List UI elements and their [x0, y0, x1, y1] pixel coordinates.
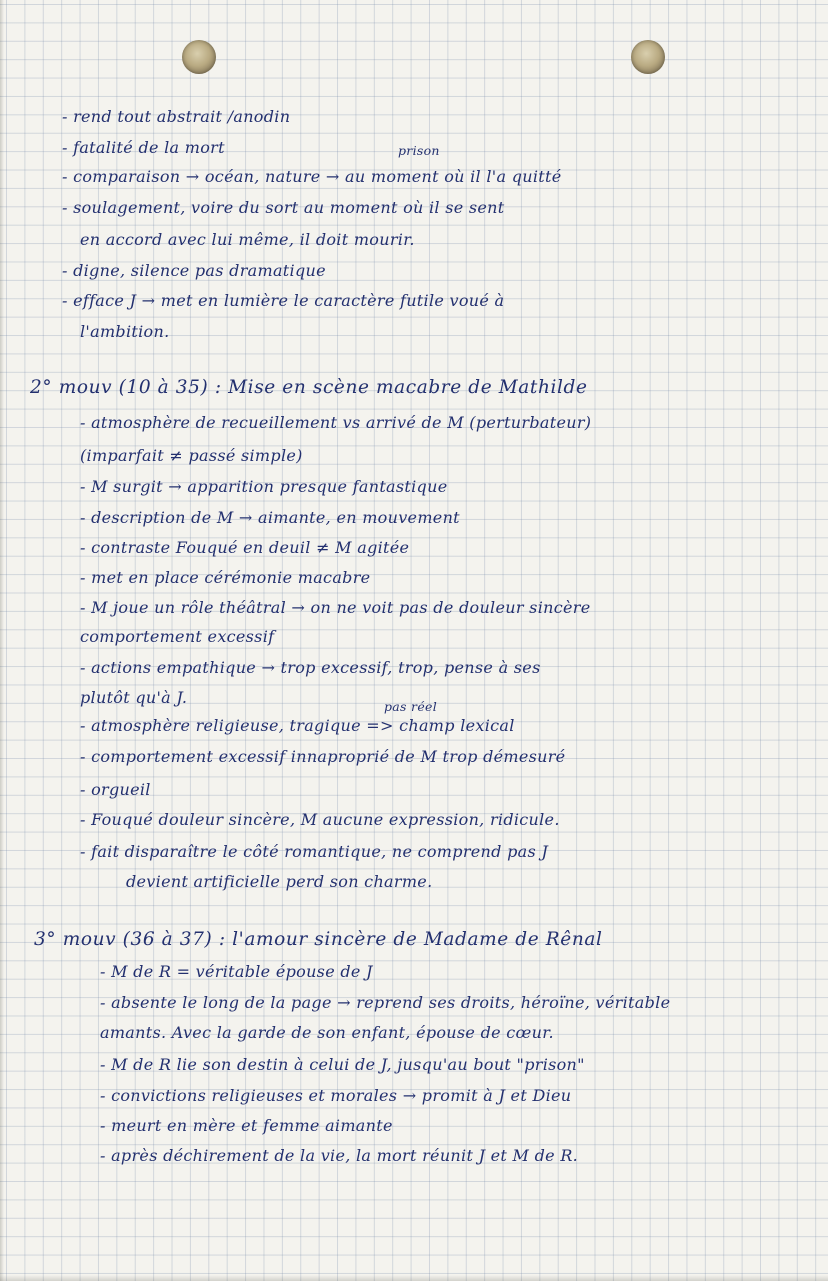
note-line: - comportement excessif innaproprié de M trop démesuré: [80, 747, 566, 766]
note-line: - rend tout abstrait /anodin: [62, 107, 291, 126]
note-line: - soulagement, voire du sort au moment où il se sent: [62, 198, 505, 217]
binder-hole-right: [631, 40, 665, 74]
note-line: - orgueil: [80, 780, 151, 799]
binder-hole-left: [182, 40, 216, 74]
note-annotation: pas réel: [384, 699, 438, 714]
note-annotation: prison: [398, 143, 440, 158]
page-edge: [0, 0, 4, 1281]
note-line: - meurt en mère et femme aimante: [100, 1116, 393, 1135]
note-line: - contraste Fouqué en deuil ≠ M agitée: [80, 538, 410, 557]
note-line: - digne, silence pas dramatique: [62, 261, 326, 280]
section-heading: 2° mouv (10 à 35) : Mise en scène macabre de Mathilde: [30, 377, 588, 398]
note-line: - actions empathique → trop excessif, trop, pense à ses: [80, 658, 541, 677]
note-line: - atmosphère religieuse, tragique => champ lexical: [80, 716, 515, 735]
note-line: en accord avec lui même, il doit mourir.: [80, 230, 415, 249]
note-line: l'ambition.: [80, 322, 170, 341]
note-line: - M joue un rôle théâtral → on ne voit pas de douleur sincère: [80, 598, 591, 617]
note-line: amants. Avec la garde de son enfant, épouse de cœur.: [100, 1023, 554, 1042]
note-line: - M surgit → apparition presque fantastique: [80, 477, 448, 496]
page-edge-bottom: [0, 1275, 828, 1281]
note-line: plutôt qu'à J.: [80, 688, 188, 707]
note-line: comportement excessif: [80, 627, 275, 646]
note-line: - efface J → met en lumière le caractère futile voué à: [62, 291, 505, 310]
note-line: - absente le long de la page → reprend ses droits, héroïne, véritable: [100, 993, 671, 1012]
note-line: - met en place cérémonie macabre: [80, 568, 371, 587]
note-line: - comparaison → océan, nature → au moment où il l'a quitté: [62, 167, 562, 186]
section-heading: 3° mouv (36 à 37) : l'amour sincère de Madame de Rênal: [34, 929, 603, 950]
note-line: - après déchirement de la vie, la mort réunit J et M de R.: [100, 1146, 579, 1165]
note-line: - M de R lie son destin à celui de J, jusqu'au bout "prison": [100, 1055, 585, 1074]
note-line: - M de R = véritable épouse de J: [100, 962, 373, 981]
note-line: - description de M → aimante, en mouvement: [80, 508, 460, 527]
note-line: - Fouqué douleur sincère, M aucune expression, ridicule.: [80, 810, 560, 829]
note-line: - atmosphère de recueillement vs arrivé de M (perturbateur): [80, 413, 592, 432]
note-line: - fait disparaître le côté romantique, ne comprend pas J: [80, 842, 549, 861]
note-line: devient artificielle perd son charme.: [126, 872, 433, 891]
note-line: - convictions religieuses et morales → promit à J et Dieu: [100, 1086, 572, 1105]
note-line: - fatalité de la mort: [62, 138, 225, 157]
note-line: (imparfait ≠ passé simple): [80, 446, 303, 465]
